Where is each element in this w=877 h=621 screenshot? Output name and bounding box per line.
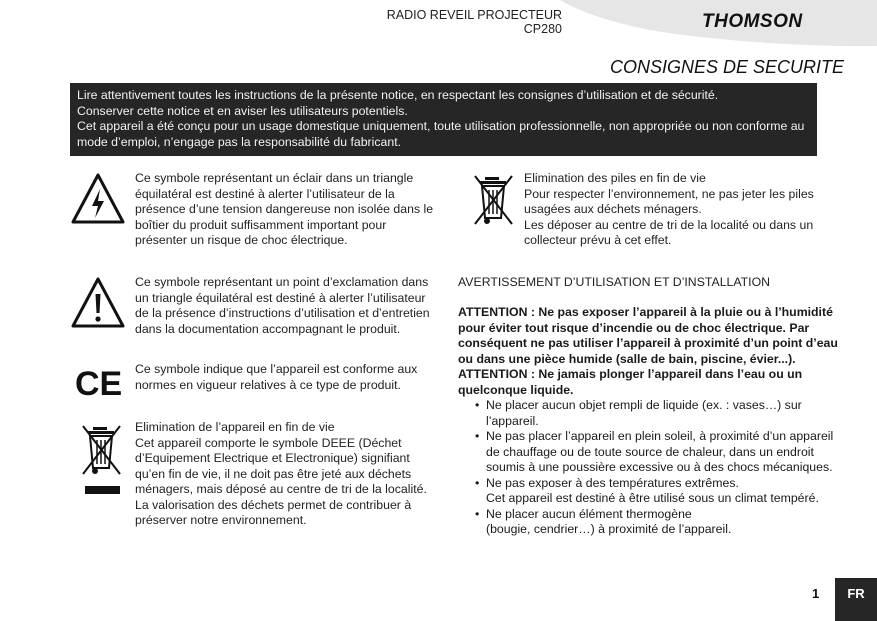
exclamation-triangle-icon <box>70 276 126 330</box>
weee-title: Elimination de l’appareil en fin de vie <box>135 420 335 434</box>
attention-paragraph: ATTENTION : Ne pas exposer l’appareil à la pluie ou à l’humidité pour éviter tout risque d’incendie ou de choc électrique. Par conséquent ne pas utiliser l’appareil à proximité d’un point d’eau ou dans une pièce humide (salle de bain, piscine, évier...). <box>458 305 838 366</box>
crossed-bin-icon <box>80 422 124 498</box>
battery-text <box>524 171 834 249</box>
list-item <box>458 476 838 507</box>
battery-body: Les déposer au centre de tri de la localité ou dans un collecteur prévu à cet effet. <box>524 217 814 247</box>
ce-mark-icon <box>75 365 125 399</box>
crossed-battery-bin-icon <box>472 172 516 228</box>
intro-banner <box>70 83 817 156</box>
lightning-triangle-icon <box>70 172 126 226</box>
model-number: CP280 <box>523 22 562 36</box>
weee-text <box>135 420 443 529</box>
product-name <box>387 8 562 36</box>
warning-list <box>458 398 838 538</box>
ce-mark-label: CE <box>75 365 123 399</box>
weee-body: Cet appareil comporte le symbole DEEE (Déchet d’Equipement Electrique et Electronique) signifiant qu’en fin de vie, il ne doit pas être jeté aux déchets ménagers, mais déposé au centre de tri de la localité. <box>135 435 427 496</box>
list-item-text: Ne placer aucun élément thermogène <box>486 506 692 521</box>
list-item-text: (bougie, cendrier…) à proximité de l’appareil. <box>486 522 732 536</box>
language-tab: FR <box>835 578 877 621</box>
banner-line: Cet appareil a été conçu pour un usage domestique uniquement, toute utilisation professionnelle, non appropriée ou non conforme au mode d’emploi, n’engage pas la responsabilité du fabricant. <box>77 119 805 149</box>
product-line: RADIO REVEIL PROJECTEUR <box>386 8 562 22</box>
battery-title: Elimination des piles en fin de vie <box>524 171 706 185</box>
exclamation-symbol-text: Ce symbole représentant un point d’exclamation dans un triangle équilatéral est destiné à alerter l’utilisateur de la présence d’instructions d’utilisation et d’entretien dans la documentation accompagnant le produit. <box>135 275 430 336</box>
ce-symbol-text: Ce symbole indique que l’appareil est conforme aux normes en vigueur relatives à ce type de produit. <box>135 362 418 392</box>
battery-body: Pour respecter l’environnement, ne pas jeter les piles usagées aux déchets ménagers. <box>524 186 814 216</box>
lightning-symbol-text: Ce symbole représentant un éclair dans un triangle équilatéral est destiné à alerter l’utilisateur de la présence d’une tension dangereuse non isolée dans le boîtier du produit suffisamment important pour présenter un risque de choc électrique. <box>135 171 434 247</box>
list-item-text: Ne pas exposer à des températures extrêmes. <box>486 475 739 490</box>
warning-body <box>458 305 838 538</box>
list-item-text: Cet appareil est destiné à être utilisé sous un climat tempéré. <box>486 491 819 505</box>
list-item: • Ne pas placer l’appareil en plein soleil, à proximité d’un appareil de chauffage ou de toute source de chaleur, dans un endroit soumis à une poussière excessive ou à des chocs mécaniques. <box>458 429 838 476</box>
list-item <box>458 507 838 538</box>
brand-logo: THOMSON <box>702 11 803 32</box>
banner-line: Lire attentivement toutes les instructions de la présente notice, en respectant les consignes d’utilisation et de sécurité. <box>77 88 719 102</box>
list-item: • Ne placer aucun objet rempli de liquide (ex. : vases…) sur l’appareil. <box>458 398 838 429</box>
warning-heading: AVERTISSEMENT D’UTILISATION ET D’INSTALLATION <box>458 275 771 289</box>
attention-paragraph: ATTENTION : Ne jamais plonger l’appareil dans l’eau ou un quelconque liquide. <box>458 367 803 397</box>
weee-body: La valorisation des déchets permet de contribuer à préserver notre environnement. <box>135 497 412 527</box>
page-number: 1 <box>812 586 820 601</box>
banner-line: Conserver cette notice et en aviser les utilisateurs potentiels. <box>77 103 408 118</box>
page-title: CONSIGNES DE SECURITE <box>609 57 844 77</box>
